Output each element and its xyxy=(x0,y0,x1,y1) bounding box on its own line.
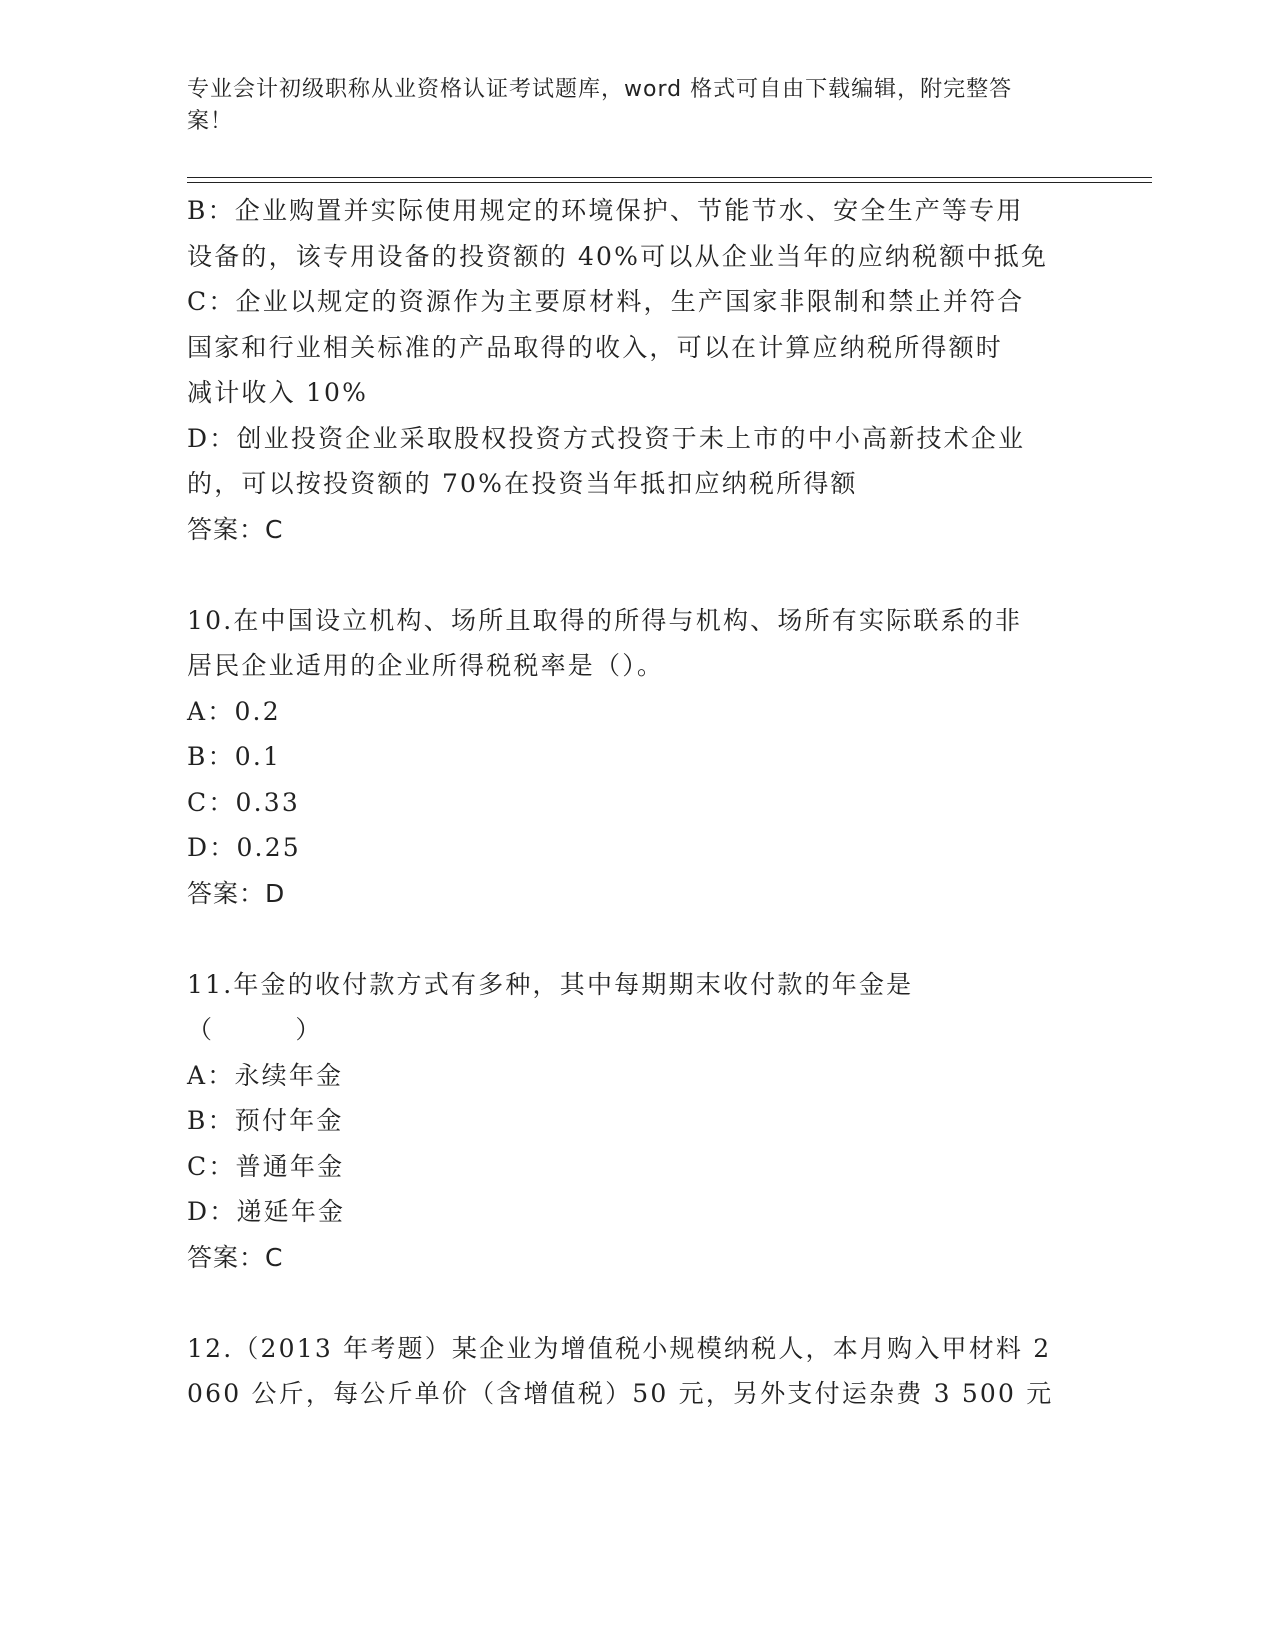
q11-stem-line-1: 11.年金的收付款方式有多种，其中每期期末收付款的年金是 xyxy=(187,969,914,999)
question-9 xyxy=(187,188,1087,552)
q11-option-d: D：递延年金 xyxy=(187,1197,346,1226)
q12-stem-line-2: 060 公斤，每公斤单价（含增值税）50 元，另外支付运杂费 3 500 元 xyxy=(187,1379,1054,1408)
q10-option-a: A：0.2 xyxy=(187,696,281,726)
q9-option-c-line-3: 减计收入 10% xyxy=(187,378,369,407)
q10-answer: 答案：D xyxy=(187,878,286,908)
q9-option-c-line-2: 国家和行业相关标准的产品取得的收入，可以在计算应纳税所得额时 xyxy=(187,332,1004,362)
header-line-2: 案！ xyxy=(187,109,234,134)
q9-option-b-line-1: B：企业购置并实际使用规定的环境保护、节能节水、安全生产等专用 xyxy=(187,196,1024,225)
q11-answer: 答案：C xyxy=(187,1242,284,1272)
question-11 xyxy=(187,962,1087,1281)
question-12 xyxy=(187,1326,1087,1417)
document-body xyxy=(187,188,1087,1417)
question-10 xyxy=(187,598,1087,917)
q10-option-d: D：0.25 xyxy=(187,833,301,862)
spacer xyxy=(187,552,1087,598)
q10-option-b: B：0.1 xyxy=(187,742,282,771)
q11-option-c: C：普通年金 xyxy=(187,1151,345,1181)
q11-option-b: B：预付年金 xyxy=(187,1106,344,1135)
header-line-1: 专业会计初级职称从业资格认证考试题库，word 格式可自由下载编辑，附完整答 xyxy=(187,77,1013,102)
spacer xyxy=(187,1280,1087,1326)
q9-option-d-line-1: D：创业投资企业采取股权投资方式投资于未上市的中小高新技术企业 xyxy=(187,423,1026,453)
q11-option-a: A：永续年金 xyxy=(187,1060,344,1090)
header-rule-bottom xyxy=(187,182,1152,183)
q10-stem-line-1: 10.在中国设立机构、场所且取得的所得与机构、场所有实际联系的非 xyxy=(187,605,1023,635)
header-rule-top xyxy=(187,177,1152,178)
q11-stem-line-2: （ ） xyxy=(187,1015,323,1044)
page-header xyxy=(187,74,1067,138)
q12-stem-line-1: 12.（2013 年考题）某企业为增值税小规模纳税人，本月购入甲材料 2 xyxy=(187,1333,1052,1363)
spacer xyxy=(187,916,1087,962)
q10-stem-line-2: 居民企业适用的企业所得税税率是（）。 xyxy=(187,651,665,680)
q9-option-c-line-1: C：企业以规定的资源作为主要原材料，生产国家非限制和禁止并符合 xyxy=(187,287,1025,316)
q9-option-d-line-2: 的，可以按投资额的 70%在投资当年抵扣应纳税所得额 xyxy=(187,469,858,498)
q10-option-c: C：0.33 xyxy=(187,787,300,817)
q9-option-b-line-2: 设备的，该专用设备的投资额的 40%可以从企业当年的应纳税额中抵免 xyxy=(187,241,1049,271)
q9-answer: 答案：C xyxy=(187,514,284,544)
